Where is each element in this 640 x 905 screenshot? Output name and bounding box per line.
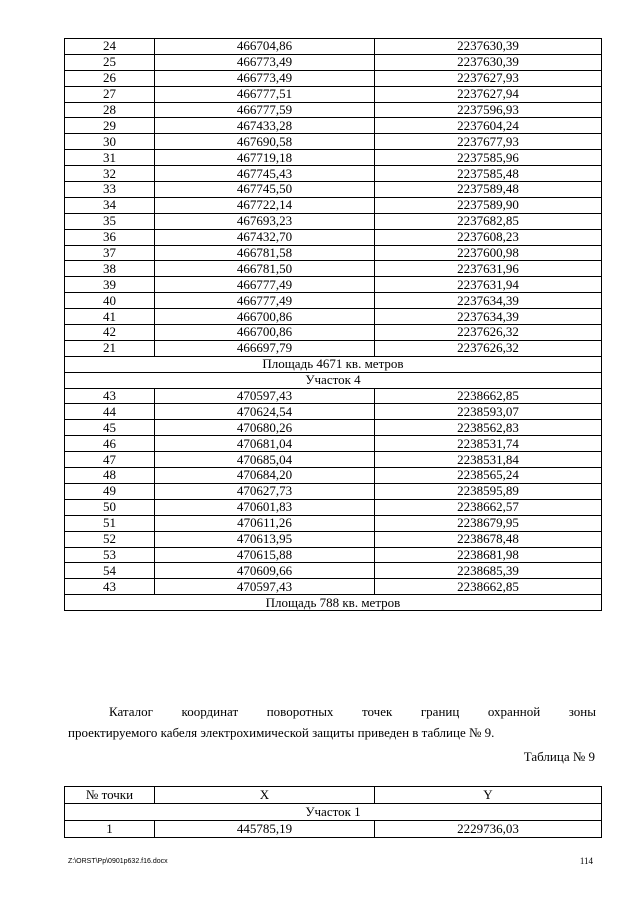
y-cell: 2238595,89 <box>375 483 602 499</box>
y-cell: 2238531,84 <box>375 452 602 468</box>
table-row <box>65 531 602 547</box>
table-row <box>65 499 602 515</box>
point-number-cell: 24 <box>65 39 155 55</box>
area-row <box>65 595 602 611</box>
table-row <box>65 134 602 150</box>
y-cell: 2237585,96 <box>375 150 602 166</box>
table-row <box>65 293 602 309</box>
x-cell: 470613,95 <box>155 531 375 547</box>
point-number-cell: 43 <box>65 388 155 404</box>
paragraph-line-2: проектируемого кабеля электрохимической защиты приведен в таблице № 9. <box>68 725 495 740</box>
point-number-cell: 42 <box>65 325 155 341</box>
y-cell: 2238662,85 <box>375 388 602 404</box>
table-row <box>65 229 602 245</box>
x-cell: 466700,86 <box>155 325 375 341</box>
y-cell: 2237627,93 <box>375 70 602 86</box>
table-row <box>65 563 602 579</box>
table-row <box>65 452 602 468</box>
x-cell: 466697,79 <box>155 340 375 356</box>
rows-group-b <box>65 388 602 595</box>
y-cell: 2238662,57 <box>375 499 602 515</box>
point-number-cell: 29 <box>65 118 155 134</box>
y-cell: 2237630,39 <box>375 54 602 70</box>
area-row-a-group <box>65 356 602 388</box>
y-cell: 2237631,94 <box>375 277 602 293</box>
point-number-cell: 47 <box>65 452 155 468</box>
x-cell: 467722,14 <box>155 197 375 213</box>
x-cell: 466777,49 <box>155 277 375 293</box>
x-cell: 466781,50 <box>155 261 375 277</box>
area-row-b-group <box>65 595 602 611</box>
table-row <box>65 420 602 436</box>
y-cell: 2238679,95 <box>375 515 602 531</box>
point-number-cell: 31 <box>65 150 155 166</box>
header-point-number: № точки <box>65 787 155 804</box>
y-cell: 2237596,93 <box>375 102 602 118</box>
point-number-cell: 21 <box>65 340 155 356</box>
point-number-cell: 53 <box>65 547 155 563</box>
y-cell: 2237677,93 <box>375 134 602 150</box>
y-cell: 2237634,39 <box>375 309 602 325</box>
table-row <box>65 277 602 293</box>
table-row <box>65 309 602 325</box>
x-cell: 467432,70 <box>155 229 375 245</box>
point-number-cell: 45 <box>65 420 155 436</box>
y-cell: 2237608,23 <box>375 229 602 245</box>
point-number-cell: 36 <box>65 229 155 245</box>
point-number-cell: 51 <box>65 515 155 531</box>
page-number: 114 <box>579 856 593 866</box>
x-cell: 470680,26 <box>155 420 375 436</box>
y-cell: 2229736,03 <box>375 821 602 838</box>
x-cell: 470684,20 <box>155 468 375 484</box>
y-cell: 2237630,39 <box>375 39 602 55</box>
x-cell: 466700,86 <box>155 309 375 325</box>
table-row <box>65 547 602 563</box>
y-cell: 2237604,24 <box>375 118 602 134</box>
table-9-rows <box>65 821 602 838</box>
table-row <box>65 86 602 102</box>
point-number-cell: 48 <box>65 468 155 484</box>
table-row <box>65 166 602 182</box>
x-cell: 467693,23 <box>155 213 375 229</box>
paragraph-line-1: Каталог координат поворотных точек границ охранной зоны <box>109 704 596 719</box>
table-row <box>65 102 602 118</box>
point-number-cell: 43 <box>65 579 155 595</box>
y-cell: 2238562,83 <box>375 420 602 436</box>
table-row <box>65 404 602 420</box>
table-row <box>65 515 602 531</box>
point-number-cell: 39 <box>65 277 155 293</box>
section-row <box>65 372 602 388</box>
y-cell: 2237626,32 <box>375 340 602 356</box>
x-cell: 466773,49 <box>155 70 375 86</box>
table-row <box>65 70 602 86</box>
y-cell: 2238565,24 <box>375 468 602 484</box>
y-cell: 2237682,85 <box>375 213 602 229</box>
x-cell: 466777,49 <box>155 293 375 309</box>
table-row <box>65 54 602 70</box>
rows-group-a <box>65 39 602 357</box>
x-cell: 466781,58 <box>155 245 375 261</box>
point-number-cell: 27 <box>65 86 155 102</box>
x-cell: 466777,51 <box>155 86 375 102</box>
y-cell: 2237589,48 <box>375 182 602 198</box>
x-cell: 470627,73 <box>155 483 375 499</box>
y-cell: 2237589,90 <box>375 197 602 213</box>
table-row <box>65 579 602 595</box>
y-cell: 2237627,94 <box>375 86 602 102</box>
x-cell: 467745,43 <box>155 166 375 182</box>
table-row <box>65 261 602 277</box>
y-cell: 2238593,07 <box>375 404 602 420</box>
table-9 <box>64 786 602 838</box>
table-row <box>65 468 602 484</box>
section-cell: Участок 4 <box>65 372 602 388</box>
table-row <box>65 150 602 166</box>
coordinates-table-continued <box>64 38 602 611</box>
section-cell: Участок 1 <box>65 804 602 821</box>
x-cell: 467719,18 <box>155 150 375 166</box>
y-cell: 2237600,98 <box>375 245 602 261</box>
x-cell: 470597,43 <box>155 388 375 404</box>
area-row <box>65 356 602 372</box>
x-cell: 470597,43 <box>155 579 375 595</box>
point-number-cell: 40 <box>65 293 155 309</box>
x-cell: 470685,04 <box>155 452 375 468</box>
table-row <box>65 197 602 213</box>
x-cell: 470681,04 <box>155 436 375 452</box>
table-caption: Таблица № 9 <box>523 749 595 764</box>
point-number-cell: 46 <box>65 436 155 452</box>
x-cell: 470624,54 <box>155 404 375 420</box>
header-y: Y <box>375 787 602 804</box>
point-number-cell: 41 <box>65 309 155 325</box>
point-number-cell: 49 <box>65 483 155 499</box>
y-cell: 2238662,85 <box>375 579 602 595</box>
point-number-cell: 38 <box>65 261 155 277</box>
table-row <box>65 182 602 198</box>
point-number-cell: 28 <box>65 102 155 118</box>
y-cell: 2238685,39 <box>375 563 602 579</box>
point-number-cell: 54 <box>65 563 155 579</box>
header-x: X <box>155 787 375 804</box>
x-cell: 470615,88 <box>155 547 375 563</box>
x-cell: 470609,66 <box>155 563 375 579</box>
point-number-cell: 32 <box>65 166 155 182</box>
point-number-cell: 37 <box>65 245 155 261</box>
table-row <box>65 325 602 341</box>
table-row <box>65 213 602 229</box>
y-cell: 2237631,96 <box>375 261 602 277</box>
point-number-cell: 44 <box>65 404 155 420</box>
point-number-cell: 50 <box>65 499 155 515</box>
y-cell: 2238531,74 <box>375 436 602 452</box>
point-number-cell: 33 <box>65 182 155 198</box>
x-cell: 470601,83 <box>155 499 375 515</box>
table-row <box>65 118 602 134</box>
x-cell: 467745,50 <box>155 182 375 198</box>
table-row <box>65 340 602 356</box>
point-number-cell: 52 <box>65 531 155 547</box>
x-cell: 467690,58 <box>155 134 375 150</box>
catalog-paragraph <box>68 701 596 743</box>
point-number-cell: 26 <box>65 70 155 86</box>
point-number-cell: 35 <box>65 213 155 229</box>
y-cell: 2237626,32 <box>375 325 602 341</box>
x-cell: 470611,26 <box>155 515 375 531</box>
table-row <box>65 245 602 261</box>
area-cell: Площадь 4671 кв. метров <box>65 356 602 372</box>
table-row <box>65 483 602 499</box>
table-row <box>65 388 602 404</box>
area-cell: Площадь 788 кв. метров <box>65 595 602 611</box>
point-number-cell: 1 <box>65 821 155 838</box>
y-cell: 2238678,48 <box>375 531 602 547</box>
section-row <box>65 804 602 821</box>
x-cell: 466773,49 <box>155 54 375 70</box>
x-cell: 445785,19 <box>155 821 375 838</box>
y-cell: 2237634,39 <box>375 293 602 309</box>
x-cell: 467433,28 <box>155 118 375 134</box>
point-number-cell: 30 <box>65 134 155 150</box>
point-number-cell: 34 <box>65 197 155 213</box>
table-row <box>65 436 602 452</box>
header-row <box>65 787 602 804</box>
y-cell: 2238681,98 <box>375 547 602 563</box>
point-number-cell: 25 <box>65 54 155 70</box>
y-cell: 2237585,48 <box>375 166 602 182</box>
x-cell: 466777,59 <box>155 102 375 118</box>
table-row <box>65 821 602 838</box>
x-cell: 466704,86 <box>155 39 375 55</box>
file-path: Z:\ORST\Pp\0901p632.f16.docx <box>68 858 168 865</box>
table-row <box>65 39 602 55</box>
